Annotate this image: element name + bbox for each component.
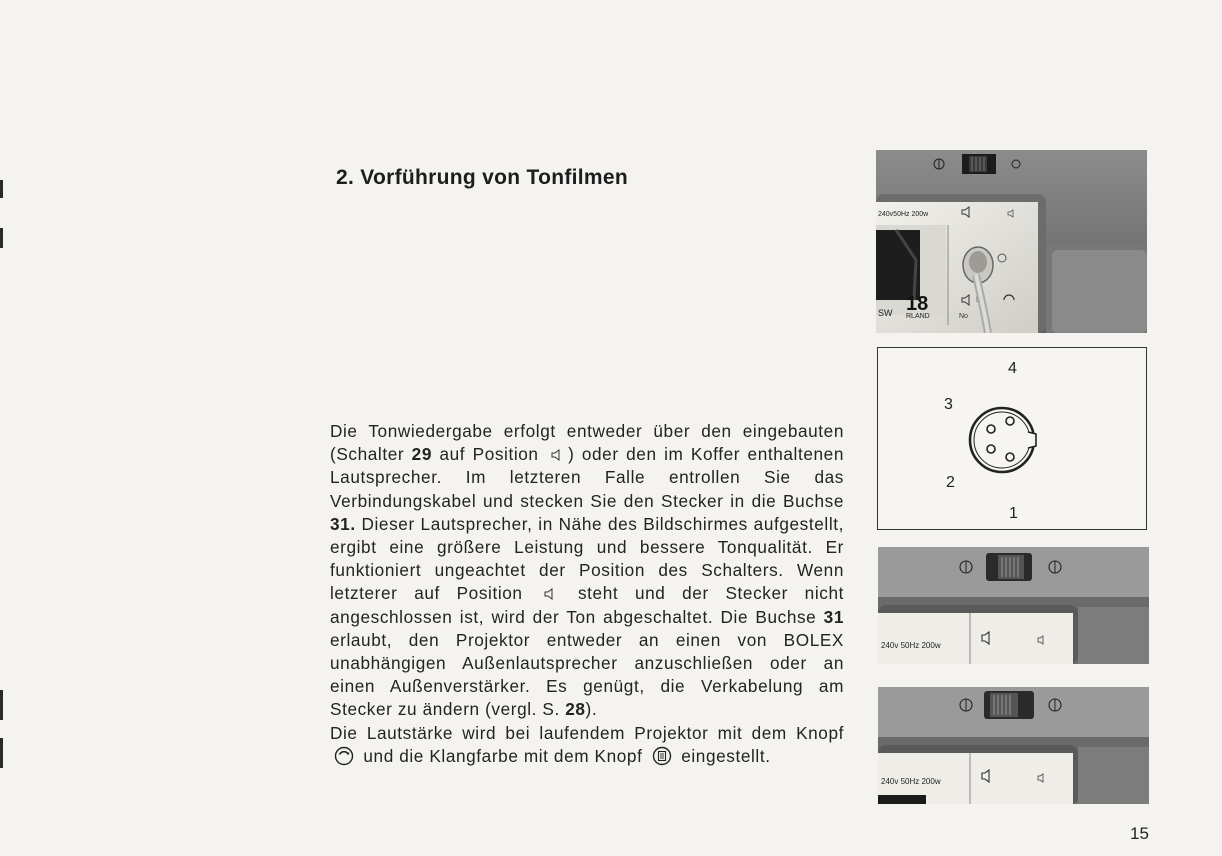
binding-mark — [0, 690, 3, 720]
binding-mark — [0, 228, 3, 248]
speaker-icon — [550, 449, 564, 461]
section-heading: 2. Vorführung von Tonfilmen — [336, 166, 628, 189]
pin-label-2: 2 — [946, 474, 955, 491]
paragraph-volume-tone: Die Lautstärke wird bei laufendem Projektor mit dem Knopf und die Klangfarbe mit dem Knopf eingestellt. — [330, 722, 844, 766]
din-socket-icon — [966, 404, 1038, 476]
socket-number: 5 — [976, 295, 981, 304]
switch-position-photo — [878, 687, 1149, 804]
plate-rating: 240v 50Hz 200w — [881, 641, 941, 650]
plate-model: 18 — [906, 293, 929, 315]
tone-knob-icon — [652, 746, 672, 766]
plate-no: No — [959, 313, 968, 320]
plate-country: RLAND — [906, 313, 930, 320]
body-text — [330, 420, 844, 768]
switch-position-photo — [878, 547, 1149, 664]
binding-mark — [0, 180, 3, 198]
paragraph-sound-output: Die Tonwiedergabe erfolgt entweder über den eingebauten (Schalter 29 auf Position ) oder den im Koffer enthaltenen Lautsprecher. Im letzteren Falle entrollen Sie das Verbindungskabel und stecken Sie den Stecker in die Buchse 31. Dieser Lautsprecher, in Nähe des Bildschirmes aufgestellt, ergibt eine größere Leistung und bessere Tonqualität. Er funktioniert ungeachtet der Position des Schalters. Wenn letzterer auf Position steht und der Stecker nicht angeschlossen ist, wird der Ton abgeschaltet. Die Buchse 31 erlaubt, den Projektor entweder an einen von BOLEX unabhängigen Außenlautsprecher anzuschließen oder an einen Außenverstärker. Es genügt, die Verkabelung am Stecker zu ändern (vergl. S. 28). — [330, 421, 844, 720]
page-number: 15 — [1130, 824, 1149, 843]
plate-prefix: SW — [878, 308, 893, 318]
pin-label-1: 1 — [1009, 505, 1018, 522]
volume-knob-icon — [334, 746, 354, 766]
din-socket-diagram — [877, 347, 1147, 530]
projector-panel-photo — [876, 150, 1147, 333]
speaker-icon — [543, 588, 557, 600]
pin-label-3: 3 — [944, 396, 953, 413]
pin-label-4: 4 — [1008, 360, 1017, 377]
binding-mark — [0, 738, 3, 768]
plate-rating: 240v50Hz 200w — [878, 211, 929, 218]
plate-rating: 240v 50Hz 200w — [881, 777, 941, 786]
